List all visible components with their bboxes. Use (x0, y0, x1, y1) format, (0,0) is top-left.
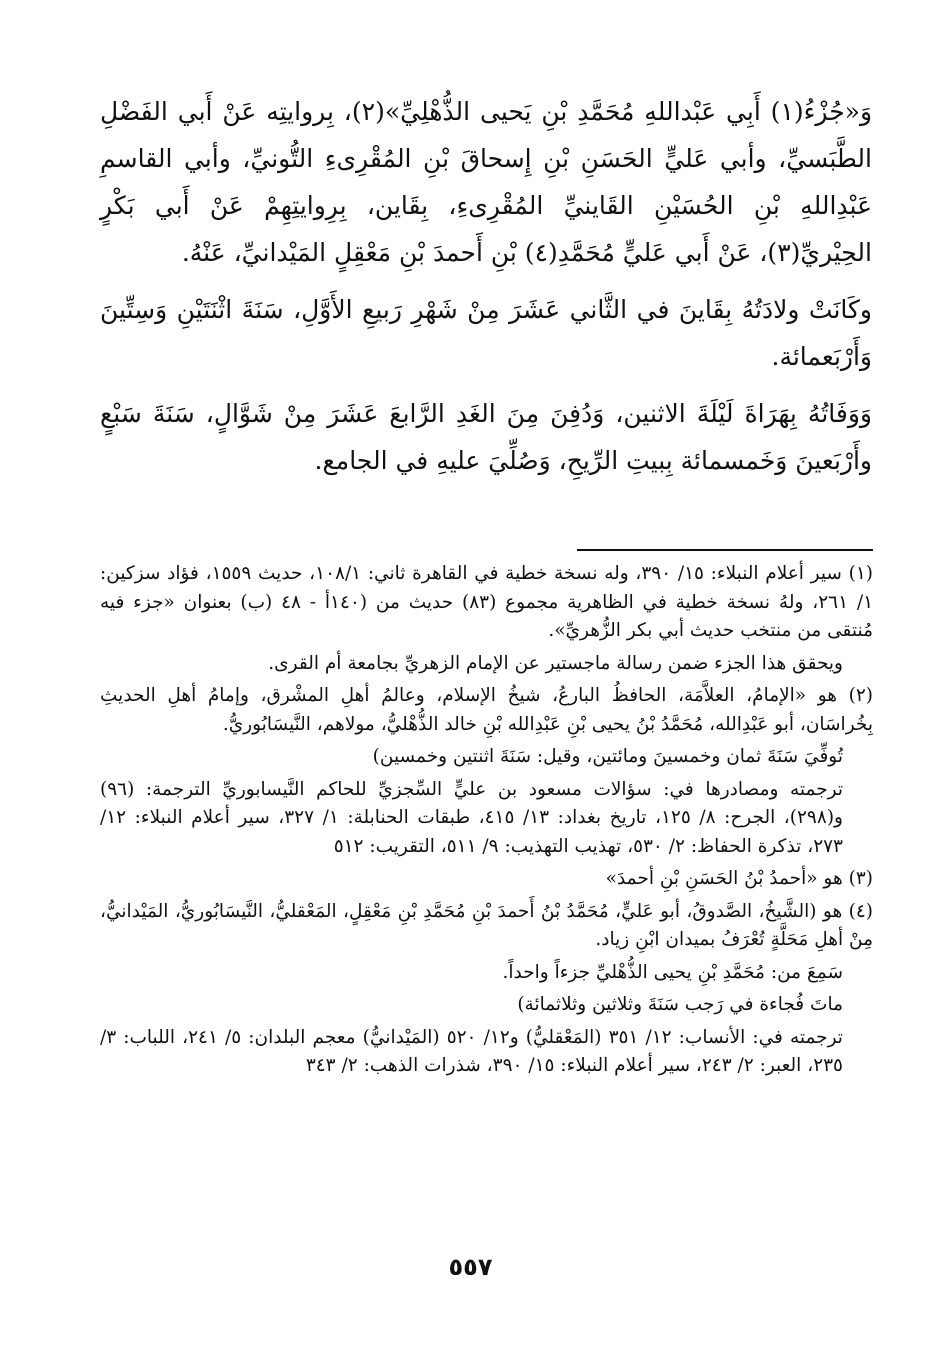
page-number: ٥٥٧ (448, 1253, 493, 1281)
footnote-1-note: ويحقق هذا الجزء ضمن رسالة ماجستير عن الإمام الزهريِّ بجامعة أم القرى. (268, 652, 843, 674)
footnote-4-sources: ترجمته في: الأنساب: ١٢/ ٣٥١ (المَعْقليُّ) و١٢/ ٥٢٠ (المَيْدانيُّ) معجم البلدان: ٥/ ٢٤١، اللباب: ٣/ ٢٣٥، العبر: ٢/ ٢٤٣، سير أعلام النبلاء: ١٥/ ٣٩٠، شذرات الذهب: ٢/ ٣٤٣ (100, 1026, 843, 1076)
main-paragraph-2: وكَانَتْ ولادَتُهُ بِقَاينَ في الثَّاني عَشَرَ مِنْ شَهْرِ رَبيعِ الأَوَّلِ، سَنَةَ اثْنَتَيْنِ وَسِتِّينَ وَأَرْبَعمائة. (100, 295, 872, 371)
footnote-3: (٣) هو «أحمدُ بْنُ الحَسَنِ بْنِ أحمدَ» (605, 868, 873, 889)
footnote-2: (٢) هو «الإمامُ، العلاَّمَة، الحافظُ البارعُ، شيخُ الإسلام، وعالمُ أهلِ المشْرق، وإمامُ أهلِ الحديثِ بِخُراسَان، أبو عَبْدِالله، مُحَمَّدُ بْنُ يحيى بْنِ عَبْدِالله بْنِ خالد الذُّهْليُّ، مولاهم، النَّيسَابُوريُّ. (100, 685, 873, 735)
footnote-2-death: تُوفِّيَ سَنَةَ ثمان وخمسينَ ومائتين، وقيل: سَنَةَ اثنتين وخمسين) (372, 746, 843, 767)
footnotes-section (100, 560, 873, 1085)
footnote-divider (577, 549, 873, 551)
footnote-2-sources: ترجمته ومصادرها في: سؤالات مسعود بن عليٍّ السِّجزيِّ للحاكم النَّيسابوريِّ الترجمة: (٩٦) و(٢٩٨)، الجرح: ٨/ ١٢٥، تاريخ بغداد: ١٣/ ٤١٥، طبقات الحنابلة: ١/ ٣٢٧، سير أعلام النبلاء: ١٢/ ٢٧٣، تذكرة الحفاظ: ٢/ ٥٣٠، تهذيب التهذيب: ٩/ ٥١١، التقريب: ٥١٢ (100, 778, 843, 857)
footnote-4-heard: سَمِعَ من: مُحَمَّدِ بْنِ يحيى الذُّهْليِّ جزءاً واحداً. (502, 961, 843, 983)
footnote-4: (٤) هو (الشَّيخُ، الصَّدوقُ، أبو عَليٍّ، مُحَمَّدُ بْنُ أَحمدَ بْنِ مُحَمَّدِ بْنِ مَعْقِلٍ، المَعْقليُّ، النَّيسَابُوريُّ، المَيْدانيُّ، مِنْ أهلِ مَحَلَّةٍ تُعْرَفُ بميدان ابْنِ زياد. (100, 900, 873, 950)
footnote-4-death: ماتَ فُجاءة في رَجب سَنَةَ وثلاثين وثلاثمائة) (517, 994, 843, 1015)
main-body-text (100, 88, 872, 494)
main-paragraph-3: وَوَفَاتُهُ بِهَرَاةَ لَيْلَةَ الاثنين، وَدُفِنَ مِنَ الغَدِ الرَّابعَ عَشَرَ مِنْ شَوَّالٍ، سَنَةَ سَبْعٍ وأَرْبَعينَ وَخَمسمائة بِبيتِ الرِّيحِ، وَصُلِّيَ عليهِ في الجامع. (100, 399, 872, 475)
main-paragraph-1: وَ«جُزْءُ(١) أَبِي عَبْداللهِ مُحَمَّدِ بْنِ يَحيى الذُّهْلِيِّ»(٢)، بِروايتِه عَنْ أَبي الفَضْلِ الطَّبَسيِّ، وأبي عَليٍّ الحَسَنِ بْنِ إِسحاقَ بْنِ المُقْرِىءِ التُّونيِّ، وأبي القاسمِ عَبْدِاللهِ بْنِ الحُسَيْنِ القَاينيِّ المُقْرِىءِ، بِقَاين، بِرِوايتِهِمْ عَنْ أَبي بَكْرٍ الحِيْريِّ(٣)، عَنْ أَبي عَليٍّ مُحَمَّدِ(٤) بْنِ أَحمدَ بْنِ مَعْقِلٍ المَيْدانيِّ، عَنْهُ. (100, 97, 873, 267)
footnote-1: (١) سير أعلام النبلاء: ١٥/ ٣٩٠، وله نسخة خطية في القاهرة ثاني: ١٠٨/١، حديث ١٥٥٩، فؤاد سزكين: ١/ ٢٦١، ولهُ نسخة خطية في الظاهرية مجموع (٨٣) حديث من (١٤٠أ - ٤٨ (ب) بعنوان «جزء فيه مُنتقى من منتخب حديث أبي بكر الزُّهريِّ». (100, 563, 874, 641)
